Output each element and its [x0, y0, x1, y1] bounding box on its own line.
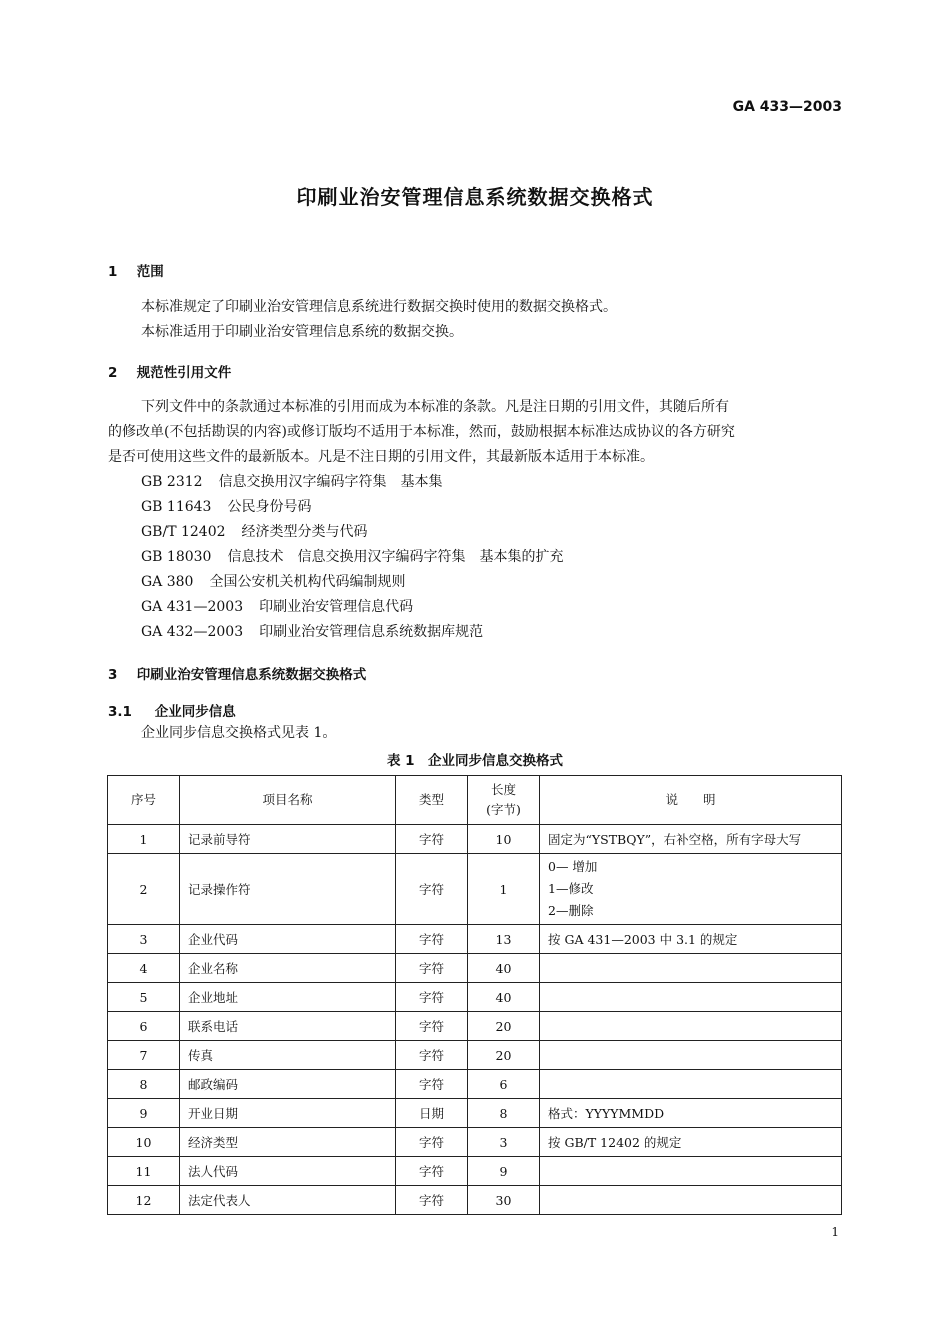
- table-row: [108, 825, 842, 854]
- cell-description: [540, 1186, 842, 1215]
- table-row: [108, 925, 842, 954]
- section-title: 企业同步信息: [154, 704, 236, 720]
- section-title: 印刷业治安管理信息系统数据交换格式: [136, 667, 367, 683]
- reference-code: GB/T 12402: [141, 524, 226, 540]
- cell-seq: 4: [108, 954, 180, 983]
- reference-name: 信息技术 信息交换用汉字编码字符集 基本集的扩充: [227, 549, 564, 565]
- cell-type: 日期: [396, 1099, 468, 1128]
- cell-type: 字符: [396, 1070, 468, 1099]
- cell-length: 30: [468, 1186, 540, 1215]
- cell-description: [540, 1012, 842, 1041]
- cell-seq: 5: [108, 983, 180, 1012]
- cell-seq: 12: [108, 1186, 180, 1215]
- cell-seq: 11: [108, 1157, 180, 1186]
- table-caption: 表 1 企业同步信息交换格式: [386, 753, 564, 769]
- reference-name: 全国公安机关机构代码编制规则: [209, 574, 406, 590]
- cell-length: 9: [468, 1157, 540, 1186]
- cell-length: 3: [468, 1128, 540, 1157]
- header-type: 类型: [396, 776, 468, 825]
- table-row: [108, 1128, 842, 1157]
- cell-name: 企业代码: [180, 925, 396, 954]
- cell-name: 开业日期: [180, 1099, 396, 1128]
- reference-code: GB 11643: [141, 499, 212, 515]
- section-number: 2: [108, 365, 118, 381]
- reference-item: [141, 470, 563, 495]
- header-name: 项目名称: [180, 776, 396, 825]
- reference-item: [141, 570, 563, 595]
- header-length-line-1: 长度: [490, 782, 516, 797]
- section-2-intro-line-3: 是否可使用这些文件的最新版本。凡是不注日期的引用文件，其最新版本适用于本标准。: [108, 449, 654, 465]
- cell-type: 字符: [396, 1186, 468, 1215]
- cell-description: [540, 1157, 842, 1186]
- section-number: 3: [108, 667, 118, 683]
- cell-type: 字符: [396, 825, 468, 854]
- cell-seq: 9: [108, 1099, 180, 1128]
- cell-length: 6: [468, 1070, 540, 1099]
- header-seq: 序号: [108, 776, 180, 825]
- table-row: [108, 983, 842, 1012]
- description-line: 2—删除: [548, 903, 594, 918]
- cell-length: 8: [468, 1099, 540, 1128]
- reference-item: [141, 545, 563, 570]
- cell-name: 邮政编码: [180, 1070, 396, 1099]
- cell-type: 字符: [396, 1012, 468, 1041]
- section-number: 1: [108, 264, 118, 280]
- cell-seq: 1: [108, 825, 180, 854]
- cell-name: 法定代表人: [180, 1186, 396, 1215]
- table-row: [108, 1012, 842, 1041]
- section-3-heading: [108, 663, 366, 683]
- header-length-line-2: (字节): [486, 802, 521, 817]
- table-row: [108, 954, 842, 983]
- reference-name: 公民身份号码: [227, 499, 312, 515]
- cell-type: 字符: [396, 1128, 468, 1157]
- table-row: [108, 1099, 842, 1128]
- section-1-paragraph-1: 本标准规定了印刷业治安管理信息系统进行数据交换时使用的数据交换格式。: [141, 299, 617, 315]
- section-1-heading: [108, 260, 164, 280]
- reference-item: [141, 520, 563, 545]
- cell-length: 40: [468, 954, 540, 983]
- cell-seq: 2: [108, 854, 180, 925]
- section-number: 3.1: [108, 704, 132, 720]
- reference-name: 信息交换用汉字编码字符集 基本集: [218, 474, 443, 490]
- cell-length: 20: [468, 1012, 540, 1041]
- section-2-intro-line-2: 的修改单(不包括勘误的内容)或修订版均不适用于本标准，然而，鼓励根据本标准达成协议的各方研究: [108, 424, 735, 440]
- reference-name: 印刷业治安管理信息代码: [259, 599, 414, 615]
- header-length: [468, 776, 540, 825]
- cell-description: [540, 854, 842, 925]
- cell-name: 联系电话: [180, 1012, 396, 1041]
- reference-name: 经济类型分类与代码: [241, 524, 368, 540]
- table-row: [108, 854, 842, 925]
- cell-name: 记录前导符: [180, 825, 396, 854]
- cell-description: [540, 983, 842, 1012]
- cell-length: 40: [468, 983, 540, 1012]
- section-3-1-text: 企业同步信息交换格式见表 1。: [141, 725, 337, 741]
- cell-type: 字符: [396, 1041, 468, 1070]
- cell-name: 传真: [180, 1041, 396, 1070]
- cell-name: 经济类型: [180, 1128, 396, 1157]
- cell-description: 固定为“YSTBQY”，右补空格，所有字母大写: [540, 825, 842, 854]
- table-row: [108, 1186, 842, 1215]
- table-row: [108, 1157, 842, 1186]
- table-row: [108, 1070, 842, 1099]
- cell-name: 企业地址: [180, 983, 396, 1012]
- section-2-heading: [108, 361, 231, 381]
- reference-code: GB 18030: [141, 549, 212, 565]
- reference-item: [141, 495, 563, 520]
- cell-type: 字符: [396, 925, 468, 954]
- cell-description: 格式：YYYYMMDD: [540, 1099, 842, 1128]
- table-header-row: [108, 776, 842, 825]
- cell-type: 字符: [396, 983, 468, 1012]
- section-title: 规范性引用文件: [136, 365, 232, 381]
- document-title: 印刷业治安管理信息系统数据交换格式: [296, 185, 654, 209]
- cell-name: 记录操作符: [180, 854, 396, 925]
- reference-item: [141, 620, 563, 645]
- header-description: 说 明: [540, 776, 842, 825]
- reference-list: [141, 470, 563, 645]
- section-3-1-heading: [108, 700, 236, 720]
- cell-type: 字符: [396, 854, 468, 925]
- exchange-format-table: [107, 775, 842, 1215]
- cell-name: 企业名称: [180, 954, 396, 983]
- cell-type: 字符: [396, 1157, 468, 1186]
- cell-seq: 10: [108, 1128, 180, 1157]
- cell-description: 按 GA 431—2003 中 3.1 的规定: [540, 925, 842, 954]
- cell-seq: 3: [108, 925, 180, 954]
- section-1-paragraph-2: 本标准适用于印刷业治安管理信息系统的数据交换。: [141, 324, 463, 340]
- cell-description: [540, 1041, 842, 1070]
- cell-name: 法人代码: [180, 1157, 396, 1186]
- cell-seq: 8: [108, 1070, 180, 1099]
- reference-code: GA 431—2003: [141, 599, 244, 615]
- reference-code: GA 380: [141, 574, 194, 590]
- description-line: 0— 增加: [548, 859, 598, 874]
- cell-length: 1: [468, 854, 540, 925]
- description-line: 1—修改: [548, 881, 594, 896]
- cell-length: 20: [468, 1041, 540, 1070]
- cell-length: 13: [468, 925, 540, 954]
- section-title: 范围: [136, 264, 164, 280]
- cell-seq: 6: [108, 1012, 180, 1041]
- cell-description: [540, 954, 842, 983]
- reference-code: GA 432—2003: [141, 624, 244, 640]
- reference-item: [141, 595, 563, 620]
- reference-name: 印刷业治安管理信息系统数据库规范: [259, 624, 484, 640]
- standard-code: GA 433—2003: [732, 99, 842, 115]
- reference-code: GB 2312: [141, 474, 203, 490]
- table-row: [108, 1041, 842, 1070]
- cell-type: 字符: [396, 954, 468, 983]
- cell-description: 按 GB/T 12402 的规定: [540, 1128, 842, 1157]
- section-2-intro-line-1: 下列文件中的条款通过本标准的引用而成为本标准的条款。凡是注日期的引用文件，其随后所有: [141, 399, 729, 415]
- cell-description: [540, 1070, 842, 1099]
- cell-seq: 7: [108, 1041, 180, 1070]
- page-number: 1: [831, 1225, 839, 1239]
- cell-length: 10: [468, 825, 540, 854]
